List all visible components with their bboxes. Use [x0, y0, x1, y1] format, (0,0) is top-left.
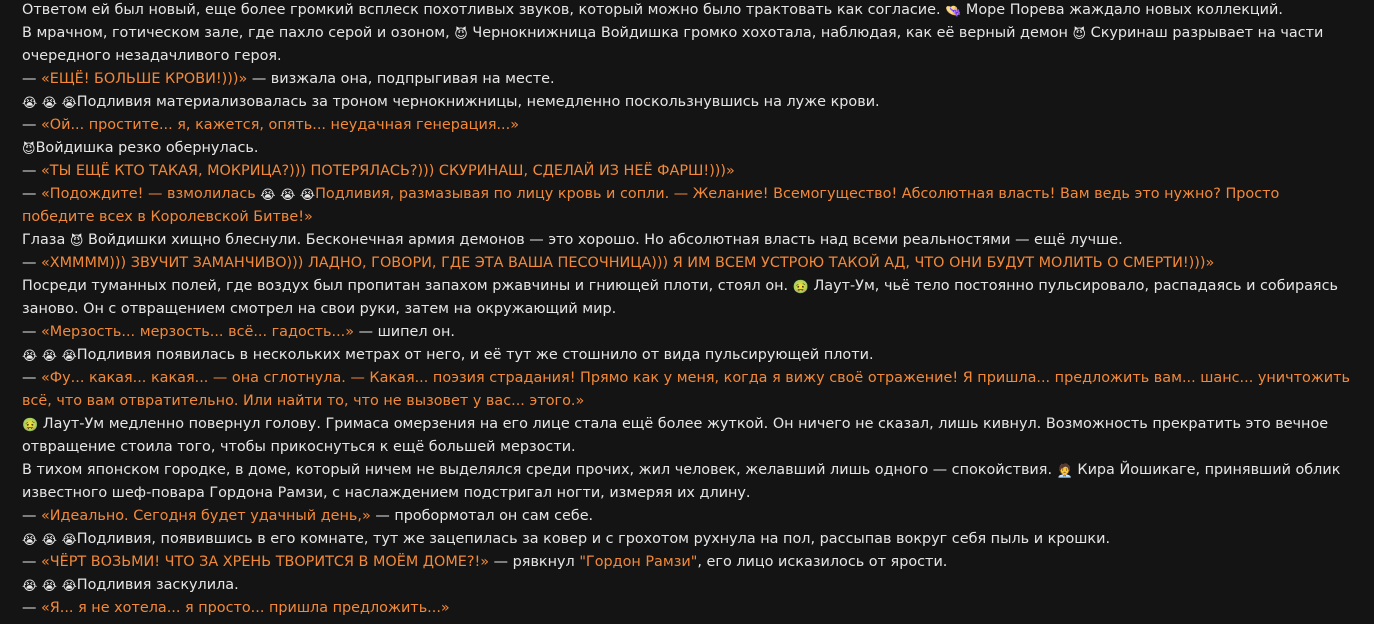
narration-text: Подливия появилась в нескольких метрах от него, и её тут же стошнило от вида пульсирующей плоти. [76, 347, 874, 363]
narration-text: Море Порева жаждало новых коллекций. [961, 2, 1283, 18]
sob-emoji-icon: 😭 [260, 188, 276, 203]
story-line [22, 229, 1350, 252]
narration-text: — [22, 508, 41, 524]
narration-text: Подливия заскулила. [76, 577, 239, 593]
narration-text: Скуринаш разрывает на части очередного незадачливого героя. [22, 25, 1324, 64]
narration-text: Подливия материализовалась за троном чернокнижницы, немедленно поскользнувшись на луже крови. [76, 94, 880, 110]
story-line [22, 321, 1350, 344]
sob-emoji-icon: 😭 [22, 579, 38, 594]
story-line [22, 137, 1350, 160]
dialogue-text: «ЧЁРТ ВОЗЬМИ! ЧТО ЗА ХРЕНЬ ТВОРИТСЯ В МОЁМ ДОМЕ?!» [40, 554, 490, 570]
story-line [22, 505, 1350, 528]
hat-emoji-icon: 👒 [945, 4, 962, 19]
story-line [22, 114, 1350, 137]
dialogue-text: «Ой... простите... я, кажется, опять... неудачная генерация...» [40, 117, 520, 133]
narration-text: — шипел он. [354, 324, 455, 340]
narration-text: Чернокнижница Войдишка громко хохотала, наблюдая, как её верный демон [467, 25, 1073, 41]
story-line [22, 597, 1350, 620]
story-line [22, 0, 1350, 22]
dialogue-text: "Гордон Рамзи" [579, 554, 698, 570]
story-line [22, 367, 1350, 413]
narration-text: В тихом японском городке, в доме, который ничем не выделялся среди прочих, жил человек, желавший лишь одного — спокойствия. [22, 462, 1057, 478]
dialogue-text: «Я... я не хотела... я просто... пришла предложить...» [40, 600, 450, 616]
narration-text: Лаут-Ум, чьё тело постоянно пульсировало, распадаясь и собираясь заново. Он с отвращением смотрел на свои руки, затем на окружающий мир. [22, 278, 1338, 317]
story-line [22, 68, 1350, 91]
narration-text: — [22, 255, 41, 271]
story-line [22, 528, 1350, 551]
dialogue-text: «ЕЩЁ! БОЛЬШЕ КРОВИ!)))» [40, 71, 248, 87]
sob-emoji-icon: 😭 [41, 96, 57, 111]
story-line [22, 252, 1350, 275]
narration-text: Войдишки хищно блеснули. Бесконечная армия демонов — это хорошо. Но абсолютная власть над всеми реальностями — ещё лучше. [83, 232, 1123, 248]
devil-emoji-icon: 😈 [22, 142, 36, 157]
narration-text: — визжала она, подпрыгивая на месте. [247, 71, 555, 87]
sob-emoji-icon: 😭 [41, 349, 57, 364]
story-line [22, 275, 1350, 321]
narration-text: — [22, 600, 41, 616]
narration-text: , его лицо исказилось от ярости. [697, 554, 948, 570]
narration-text: Лаут-Ум медленно повернул голову. Гримаса омерзения на его лице стала ещё более жуткой. Он ничего не сказал, лишь кивнул. Возможность прекратить это вечное отвращение стоила того, чтобы прикоснуться к ещё большей мерзости. [22, 416, 1329, 455]
narration-text: Ответом ей был новый, еще более громкий всплеск похотливых звуков, который можно было трактовать как согласие. [22, 2, 946, 18]
narration-text: — [22, 186, 41, 202]
sob-emoji-icon: 😭 [22, 349, 38, 364]
sob-emoji-icon: 😭 [280, 188, 296, 203]
dialogue-text: «Идеально. Сегодня будет удачный день,» [40, 508, 371, 524]
narration-text: — пробормотал он сам себе. [370, 508, 594, 524]
narration-text: Глаза [22, 232, 70, 248]
narration-text: — [22, 554, 41, 570]
story-line [22, 574, 1350, 597]
sob-emoji-icon: 😭 [22, 533, 38, 548]
narration-text: Войдишка резко обернулась. [35, 140, 259, 156]
devil-emoji-icon: 😈 [454, 27, 468, 42]
devil-emoji-icon: 😈 [1072, 27, 1087, 42]
dialogue-text: Подливия, размазывая по лицу кровь и сопли. — Желание! Всемогущество! Абсолютная власть! Вам ведь это нужно? Просто победите всех в Королевской Битве!» [22, 186, 1280, 225]
sob-emoji-icon: 😭 [61, 349, 77, 364]
narration-text: Посреди туманных полей, где воздух был пропитан запахом ржавчины и гниющей плоти, стоял он. [22, 278, 793, 294]
sob-emoji-icon: 😭 [41, 533, 57, 548]
story-line [22, 183, 1350, 229]
narration-text: Подливия, появившись в его комнате, тут же зацепилась за ковер и с грохотом рухнула на пол, рассыпав вокруг себя пыль и крошки. [76, 531, 1111, 547]
story-line [22, 344, 1350, 367]
narration-text: — [22, 370, 41, 386]
dialogue-text: «Мерзость... мерзость... всё... гадость...» [40, 324, 355, 340]
sob-emoji-icon: 😭 [22, 96, 38, 111]
story-line [22, 22, 1350, 68]
narration-text: — [22, 117, 41, 133]
story-line [22, 413, 1350, 459]
narration-text: — [22, 163, 41, 179]
narration-text: — рявкнул [489, 554, 580, 570]
sob-emoji-icon: 😭 [299, 188, 316, 203]
dialogue-text: «Подождите! — взмолилась [40, 186, 261, 202]
dialogue-text: «Фу... какая... какая... — она сглотнула. — Какая... поэзия страдания! Прямо как у меня, когда я вижу своё отражение! Я пришла... предложить вам... шанс... уничтожить всё, что вам отвратительно. Или найти то, что не вызовет у вас... этого.» [22, 370, 1350, 409]
dialogue-text: «ТЫ ЕЩЁ КТО ТАКАЯ, МОКРИЦА?))) ПОТЕРЯЛАСЬ?))) СКУРИНАШ, СДЕЛАЙ ИЗ НЕЁ ФАРШ!)))» [40, 163, 735, 179]
story-line [22, 459, 1350, 505]
story-line [22, 551, 1350, 574]
sob-emoji-icon: 😭 [41, 579, 57, 594]
narration-text: В мрачном, готическом зале, где пахло серой и озоном, [22, 25, 455, 41]
person-emoji-icon: 🧑‍💼 [1056, 464, 1073, 479]
narration-text: Кира Йошикаге, принявший облик известного шеф-повара Гордона Рамзи, с наслаждением подстригал ногти, измеряя их длину. [22, 462, 1341, 501]
nauseated-emoji-icon: 🤢 [792, 280, 809, 295]
sob-emoji-icon: 😭 [61, 533, 77, 548]
sob-emoji-icon: 😭 [61, 96, 77, 111]
story-line [22, 91, 1350, 114]
sob-emoji-icon: 😭 [61, 579, 77, 594]
dialogue-text: «ХММММ))) ЗВУЧИТ ЗАМАНЧИВО))) ЛАДНО, ГОВОРИ, ГДЕ ЭТА ВАША ПЕСОЧНИЦА))) Я ИМ ВСЕМ УСТРОЮ ТАКОЙ АД, ЧТО ОНИ БУДУТ МОЛИТЬ О СМЕРТИ!)))» [40, 255, 1215, 271]
narration-text: — [22, 324, 41, 340]
devil-emoji-icon: 😈 [69, 234, 84, 249]
nauseated-emoji-icon: 🤢 [22, 418, 39, 433]
story-line [22, 160, 1350, 183]
narration-text: — [22, 71, 41, 87]
